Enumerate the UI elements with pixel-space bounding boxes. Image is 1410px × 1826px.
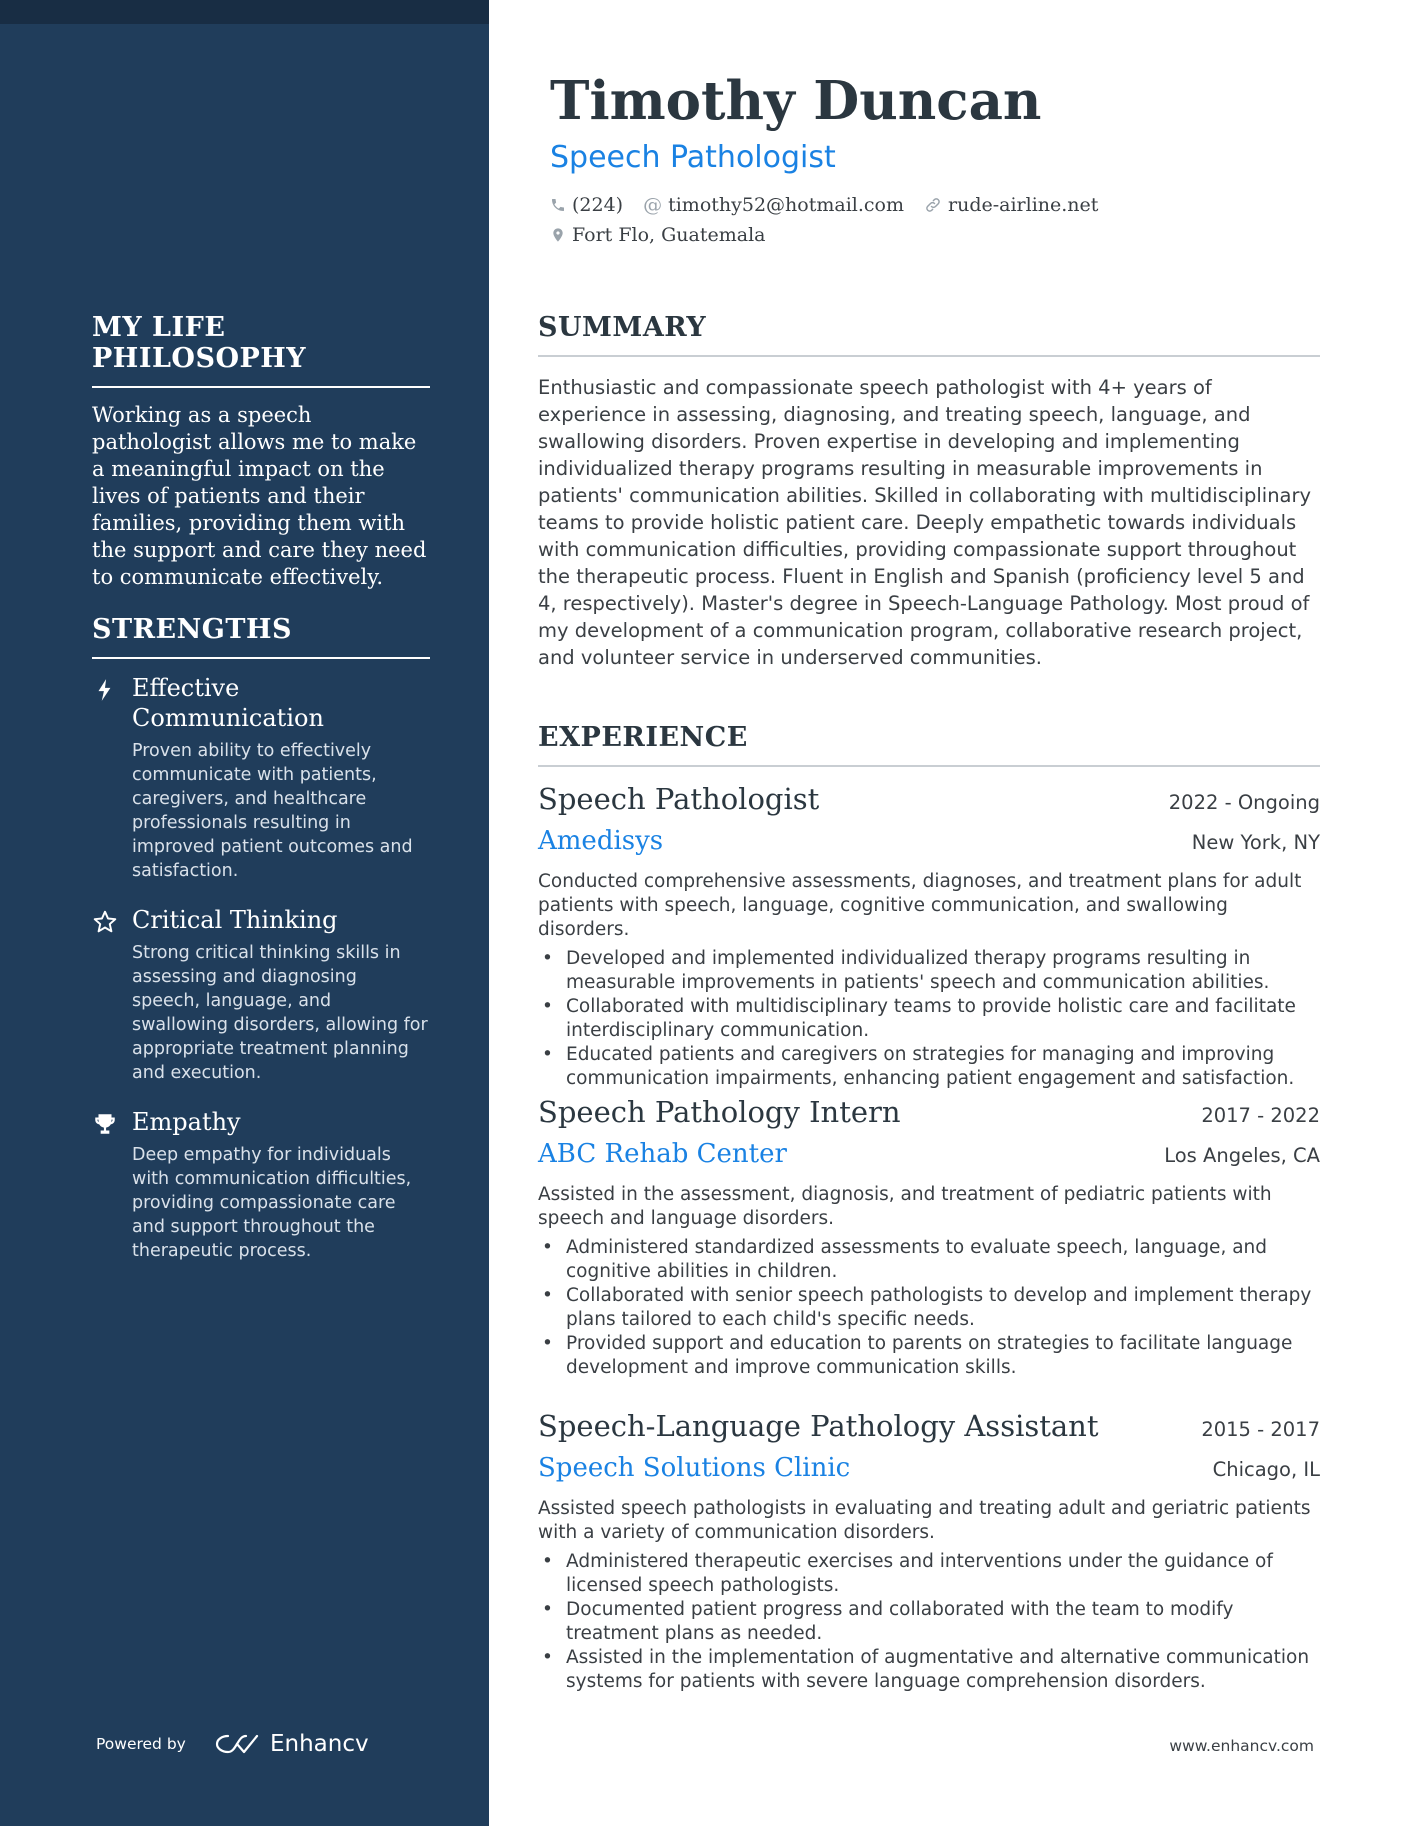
trophy-icon bbox=[92, 1111, 118, 1137]
strength-desc: Proven ability to effectively communicate with patients, caregivers, and healthcare professionals resulting in improved patient outcomes and satisfaction. bbox=[132, 741, 413, 881]
strength-title: Effective Communication bbox=[132, 674, 324, 732]
job-company[interactable]: Amedisys bbox=[538, 826, 664, 856]
job-bullet: • Educated patients and caregivers on strategies for managing and improving communication impairments, enhancing patient engagement and satisfaction. bbox=[538, 1043, 1320, 1091]
contact-row bbox=[550, 194, 1118, 216]
link-icon bbox=[924, 196, 942, 214]
phone-text: (224) bbox=[572, 194, 624, 216]
job-bullet: • Administered standardized assessments to evaluate speech, language, and cognitive abilities in children. bbox=[538, 1236, 1320, 1284]
job-dates: 2022 - Ongoing bbox=[1168, 791, 1320, 814]
candidate-name: Timothy Duncan bbox=[550, 70, 1042, 132]
job-location: New York, NY bbox=[1191, 831, 1320, 854]
at-icon: @ bbox=[643, 194, 663, 216]
sidebar bbox=[0, 0, 489, 1826]
location-pin-icon bbox=[550, 226, 566, 244]
star-icon bbox=[92, 909, 118, 935]
email-text: timothy52@hotmail.com bbox=[668, 194, 904, 216]
job-dates: 2015 - 2017 bbox=[1201, 1418, 1320, 1441]
enhancv-brand-name: Enhancv bbox=[270, 1731, 369, 1757]
strengths-title: STRENGTHS bbox=[92, 614, 430, 659]
contact-email[interactable] bbox=[643, 194, 904, 216]
job-entry bbox=[538, 1409, 1320, 1694]
job-dates: 2017 - 2022 bbox=[1201, 1104, 1320, 1127]
candidate-title: Speech Pathologist bbox=[550, 140, 836, 175]
contact-phone[interactable] bbox=[550, 194, 623, 216]
job-location: Los Angeles, CA bbox=[1164, 1144, 1320, 1167]
job-role: Speech-Language Pathology Assistant bbox=[538, 1409, 1099, 1443]
job-company[interactable]: ABC Rehab Center bbox=[538, 1139, 787, 1169]
summary-text: Enthusiastic and compassionate speech pathologist with 4+ years of experience in assessing, diagnosing, and treating speech, language, and swallowing disorders. Proven expertise in developing and implementing individualized therapy programs resulting in measurable improvements in patients' communication abilities. Skilled in collaborating with multidisciplinary teams to provide holistic patient care. Deeply empathetic towards individuals with communication difficulties, providing compassionate support throughout the therapeutic process. Fluent in English and Spanish (proficiency level 5 and 4, respectively). Master's degree in Speech-Language Pathology. Most proud of my development of a communication program, collaborative research project, and volunteer service in underserved communities. bbox=[538, 376, 1312, 669]
contact-website[interactable] bbox=[924, 194, 1098, 216]
lightning-icon bbox=[92, 677, 118, 703]
location-text: Fort Flo, Guatemala bbox=[572, 224, 766, 246]
experience-title: EXPERIENCE bbox=[538, 722, 1320, 767]
philosophy-title: MY LIFE PHILOSOPHY bbox=[92, 312, 430, 388]
strength-item bbox=[92, 1107, 430, 1263]
strength-desc: Deep empathy for individuals with communication difficulties, providing compassionate care and support throughout the therapeutic process. bbox=[132, 1145, 412, 1261]
job-bullet: • Collaborated with senior speech pathologists to develop and implement therapy plans tailored to each child's specific needs. bbox=[538, 1284, 1320, 1332]
contact-row-2 bbox=[550, 224, 786, 246]
job-bullets bbox=[538, 1550, 1320, 1694]
summary-title: SUMMARY bbox=[538, 312, 1320, 357]
strength-item bbox=[92, 673, 430, 883]
job-description: Assisted speech pathologists in evaluating and treating adult and geriatric patients with a variety of communication disorders. bbox=[538, 1498, 1311, 1543]
strength-title: Critical Thinking bbox=[132, 906, 338, 934]
job-description: Conducted comprehensive assessments, diagnoses, and treatment plans for adult patients with speech, language, cognitive communication, and swallowing disorders. bbox=[538, 871, 1302, 940]
strengths-section bbox=[92, 614, 430, 1263]
strength-title: Empathy bbox=[132, 1108, 241, 1136]
strength-desc: Strong critical thinking skills in assessing and diagnosing speech, language, and swallowing disorders, allowing for appropriate treatment planning and execution. bbox=[132, 943, 428, 1083]
philosophy-text: Working as a speech pathologist allows me to make a meaningful impact on the lives of patients and their families, providing them with the support and care they need to communicate effectively. bbox=[92, 403, 427, 589]
powered-by-label: Powered by bbox=[96, 1735, 186, 1753]
website-text: rude-airline.net bbox=[948, 194, 1099, 216]
philosophy-section bbox=[92, 312, 430, 591]
job-bullet: • Administered therapeutic exercises and interventions under the guidance of licensed speech pathologists. bbox=[538, 1550, 1320, 1598]
job-description: Assisted in the assessment, diagnosis, and treatment of pediatric patients with speech and language disorders. bbox=[538, 1184, 1272, 1229]
job-bullet: • Documented patient progress and collaborated with the team to modify treatment plans as needed. bbox=[538, 1598, 1320, 1646]
footer-website-link[interactable]: www.enhancv.com bbox=[1169, 1737, 1314, 1755]
job-entry bbox=[538, 782, 1320, 1091]
enhancv-logo-icon bbox=[214, 1732, 260, 1756]
job-entry bbox=[538, 1095, 1320, 1380]
job-company[interactable]: Speech Solutions Clinic bbox=[538, 1453, 851, 1483]
phone-icon bbox=[550, 197, 566, 213]
job-location: Chicago, IL bbox=[1212, 1458, 1320, 1481]
sidebar-top-strip bbox=[0, 0, 489, 24]
job-bullet: • Provided support and education to parents on strategies to facilitate language development and improve communication skills. bbox=[538, 1332, 1320, 1380]
job-bullet: • Developed and implemented individualized therapy programs resulting in measurable improvements in patients' speech and communication abilities. bbox=[538, 947, 1320, 995]
job-role: Speech Pathology Intern bbox=[538, 1095, 901, 1129]
job-bullets bbox=[538, 947, 1320, 1091]
contact-location bbox=[550, 224, 766, 246]
job-bullet: • Assisted in the implementation of augmentative and alternative communication systems for patients with severe language comprehension disorders. bbox=[538, 1646, 1320, 1694]
job-role: Speech Pathologist bbox=[538, 782, 820, 816]
enhancv-logo[interactable] bbox=[214, 1731, 369, 1757]
job-bullets bbox=[538, 1236, 1320, 1380]
strength-item bbox=[92, 905, 430, 1085]
job-bullet: • Collaborated with multidisciplinary teams to provide holistic care and facilitate interdisciplinary communication. bbox=[538, 995, 1320, 1043]
